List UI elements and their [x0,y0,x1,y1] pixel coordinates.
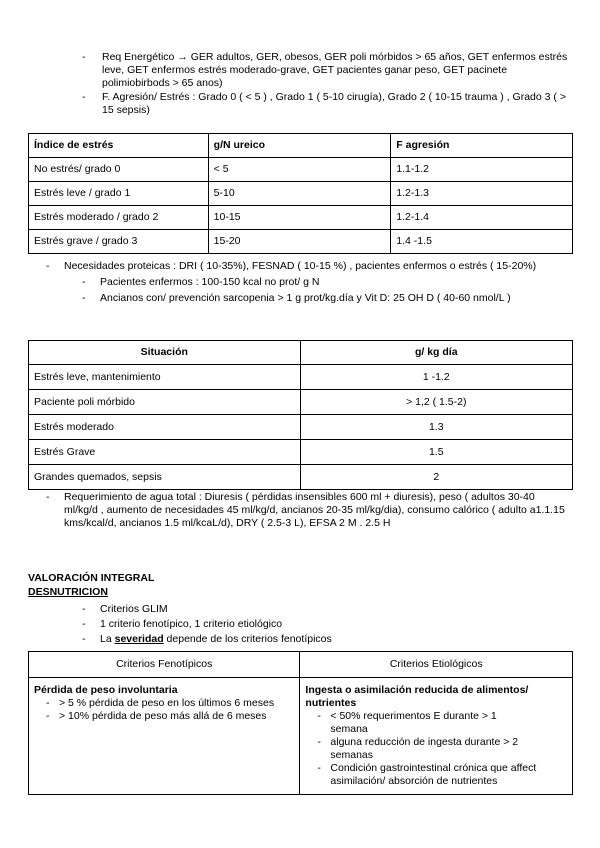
table-cell: Estrés leve / grado 1 [29,182,209,206]
protein-sub-item [46,276,566,289]
criteria-table [28,651,573,795]
water-requirement-item [46,491,566,530]
table-row [29,465,573,490]
bullet-dash: - [46,710,50,722]
table-cell: 1.2-1.4 [391,206,573,230]
table-cell: 1.5 [300,440,572,465]
table-cell: Grandes quemados, sepsis [29,465,301,490]
bullet-dash: - [82,618,86,630]
protein-sub-text: Ancianos con/ prevención sarcopenia > 1 g prot/kg.día y Vit D: 25 OH D ( 40-60 nmol/L ) [100,292,511,304]
section-title: VALORACIÓN INTEGRAL [28,572,155,584]
glim-bullets [82,603,562,646]
stress-header-index: Índice de estrés [29,134,209,158]
bullet-dash: - [46,260,50,272]
etiologic-list [305,710,567,788]
table-cell: Estrés moderado / grado 2 [29,206,209,230]
protein-needs-item [46,260,566,273]
phenotypic-list [34,697,294,723]
bullet-dash: - [82,91,86,103]
situation-header-dose: g/ kg día [300,341,572,365]
table-cell: 1 -1.2 [300,365,572,390]
etiologic-title: Ingesta o asimilación reducida de alimentos/ nutrientes [305,684,529,709]
bullet-dash: - [82,633,86,645]
table-row [29,182,573,206]
stress-table [28,133,573,254]
glim-item [82,633,562,646]
table-row [29,678,573,795]
bullet-dash: - [46,491,50,503]
list-item-text: < 50% requerimentos E durante > 1 semana [330,710,497,735]
table-cell: Paciente poli mórbido [29,390,301,415]
bullet-dash: - [82,276,86,288]
table-row [29,206,573,230]
table-cell: 1.2-1.3 [391,182,573,206]
stress-table-header [29,134,573,158]
stress-header-factor: F agresión [391,134,573,158]
bullet-dash: - [317,710,321,722]
aggression-factor-text: F. Agresión/ Estrés : Grado 0 ( < 5 ) , Grado 1 ( 5-10 cirugía), Grado 2 ( 10-15 trauma ) , Grado 3 ( > 15 sepsis) [102,91,566,116]
stress-header-urea: g/N ureico [208,134,391,158]
list-item [34,710,294,723]
list-item-text: > 10% pérdida de peso más allá de 6 meses [59,710,267,722]
list-item-text: alguna reducción de ingesta durante > 2 semanas [330,736,519,761]
criteria-header-etiologic: Criterios Etiológicos [300,652,573,678]
table-cell: 5-10 [208,182,391,206]
list-item [305,710,567,736]
aggression-factor-item [82,91,577,117]
bullet-dash: - [317,736,321,748]
table-row [29,415,573,440]
protein-needs-text: Necesidades proteicas : DRI ( 10-35%), FESNAD ( 10-15 %) , pacientes enfermos o estrés ( 15-20%) [64,260,537,272]
table-cell: No estrés/ grado 0 [29,158,209,182]
situation-table-header [29,341,573,365]
energy-bullets [82,51,577,117]
table-cell: Estrés grave / grado 3 [29,230,209,254]
protein-sub-item [46,292,566,305]
criteria-header-phenotypic: Criterios Fenotípicos [29,652,300,678]
table-cell: 2 [300,465,572,490]
glim-item-prefix: La [100,633,115,645]
criteria-table-header [29,652,573,678]
bullet-dash: - [82,51,86,63]
list-item [305,736,567,762]
list-item [305,762,567,788]
list-item [34,697,294,710]
table-cell: Estrés Grave [29,440,301,465]
bullet-dash: - [317,762,321,774]
bullet-dash: - [82,603,86,615]
table-cell: > 1,2 ( 1.5-2) [300,390,572,415]
section-subtitle: DESNUTRICION [28,586,108,598]
table-row [29,390,573,415]
table-cell: 15-20 [208,230,391,254]
severity-term: severidad [114,633,164,645]
table-row [29,158,573,182]
energy-requirement-text: Req Energético → GER adultos, GER, obesos, GER poli mórbidos > 65 años, GET enfermos estrés leve, GET enfermos estrés moderado-grave, GET pacientes ganar peso, GET pacinete polimiobirbods > 65 anos) [102,51,568,89]
table-cell: < 5 [208,158,391,182]
bullet-dash: - [82,292,86,304]
table-cell: 1.1-1.2 [391,158,573,182]
protein-sub-text: Pacientes enfermos : 100-150 kcal no prot/ g N [100,276,320,288]
situation-table [28,340,573,490]
glim-item [82,618,562,631]
table-row [29,230,573,254]
phenotypic-cell [29,678,300,795]
list-item-text: Condición gastrointestinal crónica que affect asimilación/ absorción de nutrientes [330,762,537,787]
table-cell: 1.4 -1.5 [391,230,573,254]
table-cell: 1.3 [300,415,572,440]
water-requirement-text: Requerimiento de agua total : Diuresis ( pérdidas insensibles 600 ml + diuresis), peso ( adultos 30-40 ml/kg/d , aumento de necesidades 45 ml/kg/d, ancianos 20-35 ml/kg/dia), consumo calórico ( adulto a1.1.15 kms/kcal/d, ancianos 1.5 ml/kcaL/d), DRY ( 2.5-3 L), EFSA 2 M . 2.5 H [64,491,565,529]
water-section [46,491,566,530]
table-cell: 10-15 [208,206,391,230]
table-cell: Estrés moderado [29,415,301,440]
glim-item-text: 1 criterio fenotípico, 1 criterio etiológico [100,618,283,630]
bullet-dash: - [46,697,50,709]
glim-item-suffix: depende de los criterios fenotípicos [163,633,332,645]
glim-item [82,603,562,616]
energy-requirement-item [82,51,577,90]
protein-section [46,260,566,305]
phenotypic-title: Pérdida de peso involuntaria [34,684,178,696]
situation-header-situation: Situación [29,341,301,365]
table-row [29,440,573,465]
list-item-text: > 5 % pérdida de peso en los últimos 6 meses [59,697,275,709]
etiologic-cell [300,678,573,795]
table-cell: Estrés leve, mantenimiento [29,365,301,390]
glim-item-text: Criterios GLIM [100,603,168,615]
table-row [29,365,573,390]
